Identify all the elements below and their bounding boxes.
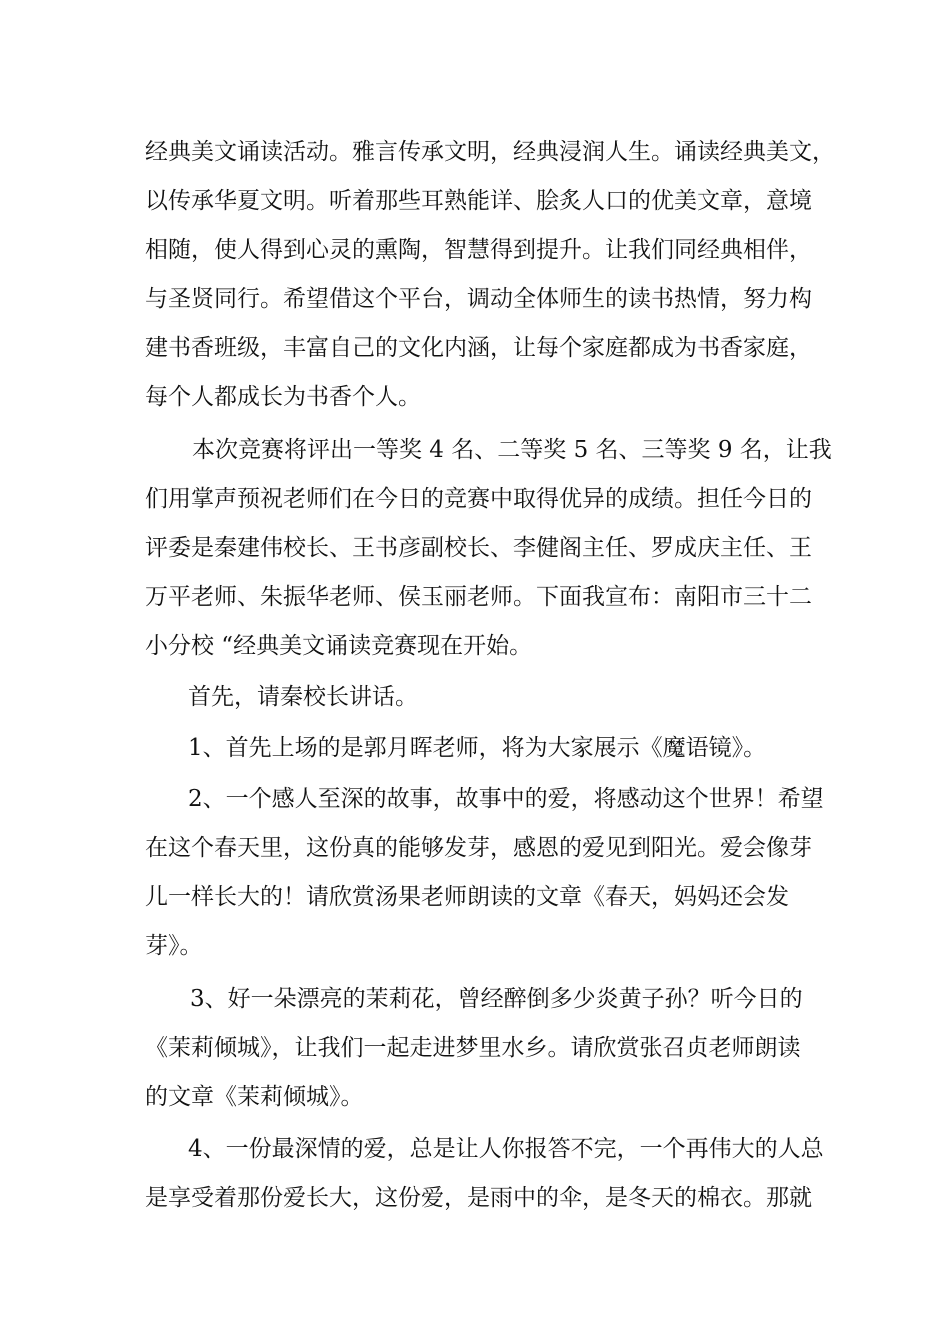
- paragraph-line: 每个人都成长为书香个人。: [145, 384, 421, 410]
- paragraph-line: 们用掌声预祝老师们在今日的竞赛中取得优异的成绩。担任今日的: [145, 486, 812, 512]
- paragraph-line: 小分校 “经典美文诵读竞赛现在开始。: [145, 633, 533, 659]
- paragraph-line: 2、一个感人至深的故事，故事中的爱，将感动这个世界！希望: [188, 786, 824, 812]
- paragraph-line: 首先，请秦校长讲话。: [188, 684, 418, 710]
- paragraph-line: 建书香班级，丰富自己的文化内涵，让每个家庭都成为书香家庭，: [145, 335, 812, 361]
- paragraph-line: 在这个春天里，这份真的能够发芽，感恩的爱见到阳光。爱会像芽: [145, 835, 812, 861]
- paragraph-line: 以传承华夏文明。听着那些耳熟能详、脍炙人口的优美文章，意境: [145, 188, 812, 214]
- paragraph-line: 与圣贤同行。希望借这个平台，调动全体师生的读书热情，努力构: [145, 286, 812, 312]
- paragraph-line: 评委是秦建伟校长、王书彦副校长、李健阁主任、罗成庆主任、王: [145, 535, 812, 561]
- paragraph-line: 儿一样长大的！请欣赏汤果老师朗读的文章《春天，妈妈还会发: [145, 884, 789, 910]
- paragraph-line: 1、首先上场的是郭月晖老师，将为大家展示《魔语镜》。: [188, 735, 767, 761]
- paragraph-line: 《茉莉倾城》，让我们一起走进梦里水乡。请欣赏张召贞老师朗读: [145, 1035, 801, 1061]
- paragraph-line: 的文章《茉莉倾城》。: [145, 1084, 364, 1110]
- paragraph-line: 本次竞赛将评出一等奖 4 名、二等奖 5 名、三等奖 9 名，让我: [192, 437, 832, 463]
- paragraph-line: 3、好一朵漂亮的茉莉花，曾经醉倒多少炎黄子孙？听今日的: [190, 986, 803, 1012]
- paragraph-line: 4、一份最深情的爱，总是让人你报答不完，一个再伟大的人总: [188, 1136, 824, 1162]
- paragraph-line: 相随，使人得到心灵的熏陶，智慧得到提升。让我们同经典相伴，: [145, 237, 812, 263]
- paragraph-line: 芽》。: [145, 933, 203, 959]
- paragraph-line: 经典美文诵读活动。雅言传承文明，经典浸润人生。诵读经典美文，: [145, 139, 835, 165]
- paragraph-line: 是享受着那份爱长大，这份爱，是雨中的伞，是冬天的棉衣。那就: [145, 1185, 812, 1211]
- paragraph-line: 万平老师、朱振华老师、侯玉丽老师。下面我宣布：南阳市三十二: [145, 584, 812, 610]
